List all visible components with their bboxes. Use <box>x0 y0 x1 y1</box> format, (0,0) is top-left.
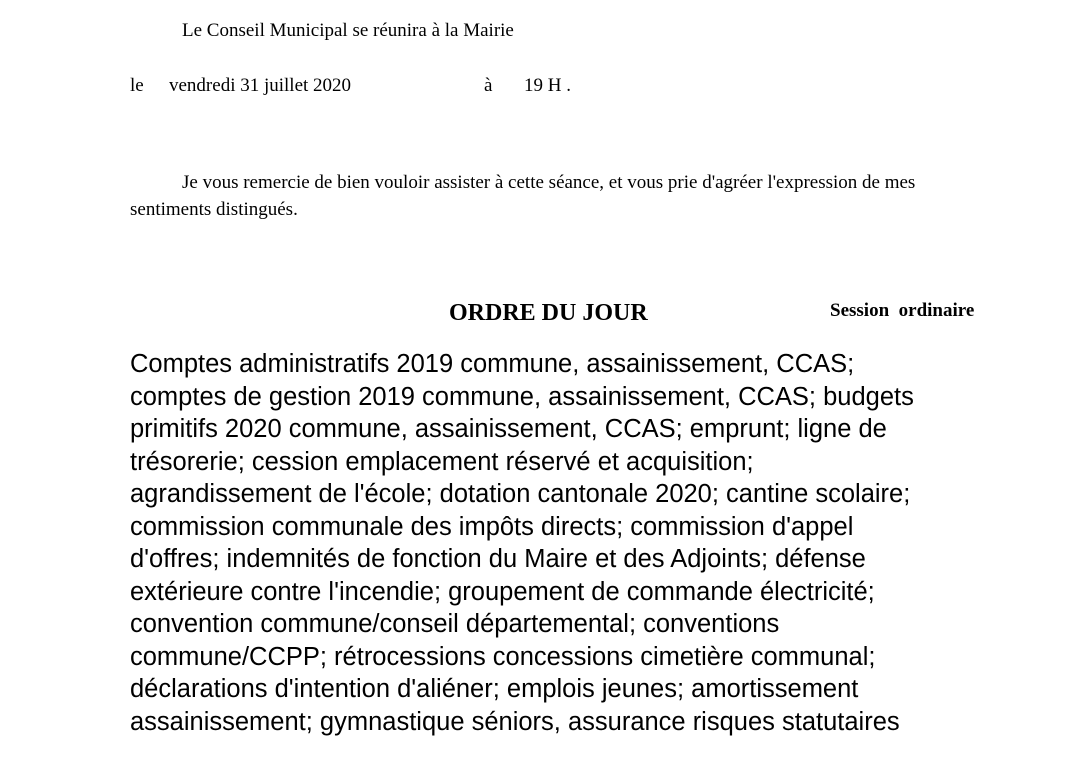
agenda-line: déclarations d'intention d'aliéner; emplois jeunes; amortissement <box>130 675 859 703</box>
meeting-intro: Le Conseil Municipal se réunira à la Mairie <box>182 20 514 41</box>
session-type: Session ordinaire <box>830 300 975 321</box>
agenda-line: agrandissement de l'école; dotation cantonale 2020; cantine scolaire; <box>130 480 911 508</box>
meeting-date: vendredi 31 juillet 2020 <box>169 75 352 96</box>
agenda-line: extérieure contre l'incendie; groupement de commande électricité; <box>130 577 875 606</box>
closing-paragraph: Je vous remercie de bien vouloir assister à cette séance, et vous prie d'agréer l'expression de mes sentiments distingués. <box>130 172 916 220</box>
agenda-line: comptes de gestion 2019 commune, assainissement, CCAS; budgets <box>130 382 914 411</box>
agenda-body <box>130 348 1030 738</box>
date-prefix: le <box>130 75 144 96</box>
agenda-line: commune/CCPP; rétrocessions concessions cimetière communal; <box>130 642 876 671</box>
agenda-line: trésorerie; cession emplacement réservé et acquisition; <box>130 447 754 476</box>
agenda-line: Comptes administratifs 2019 commune, assainissement, CCAS; <box>130 350 855 378</box>
meeting-time: 19 H . <box>524 75 571 96</box>
agenda-line: convention commune/conseil départemental; conventions <box>130 610 780 638</box>
agenda-line: d'offres; indemnités de fonction du Maire et des Adjoints; défense <box>130 545 866 573</box>
agenda-line: assainissement; gymnastique séniors, assurance risques statutaires <box>130 707 900 736</box>
agenda-line: commission communale des impôts directs; commission d'appel <box>130 512 854 541</box>
time-prefix: à <box>484 75 493 96</box>
agenda-line: primitifs 2020 commune, assainissement, CCAS; emprunt; ligne de <box>130 415 887 443</box>
agenda-title: ORDRE DU JOUR <box>449 300 648 326</box>
